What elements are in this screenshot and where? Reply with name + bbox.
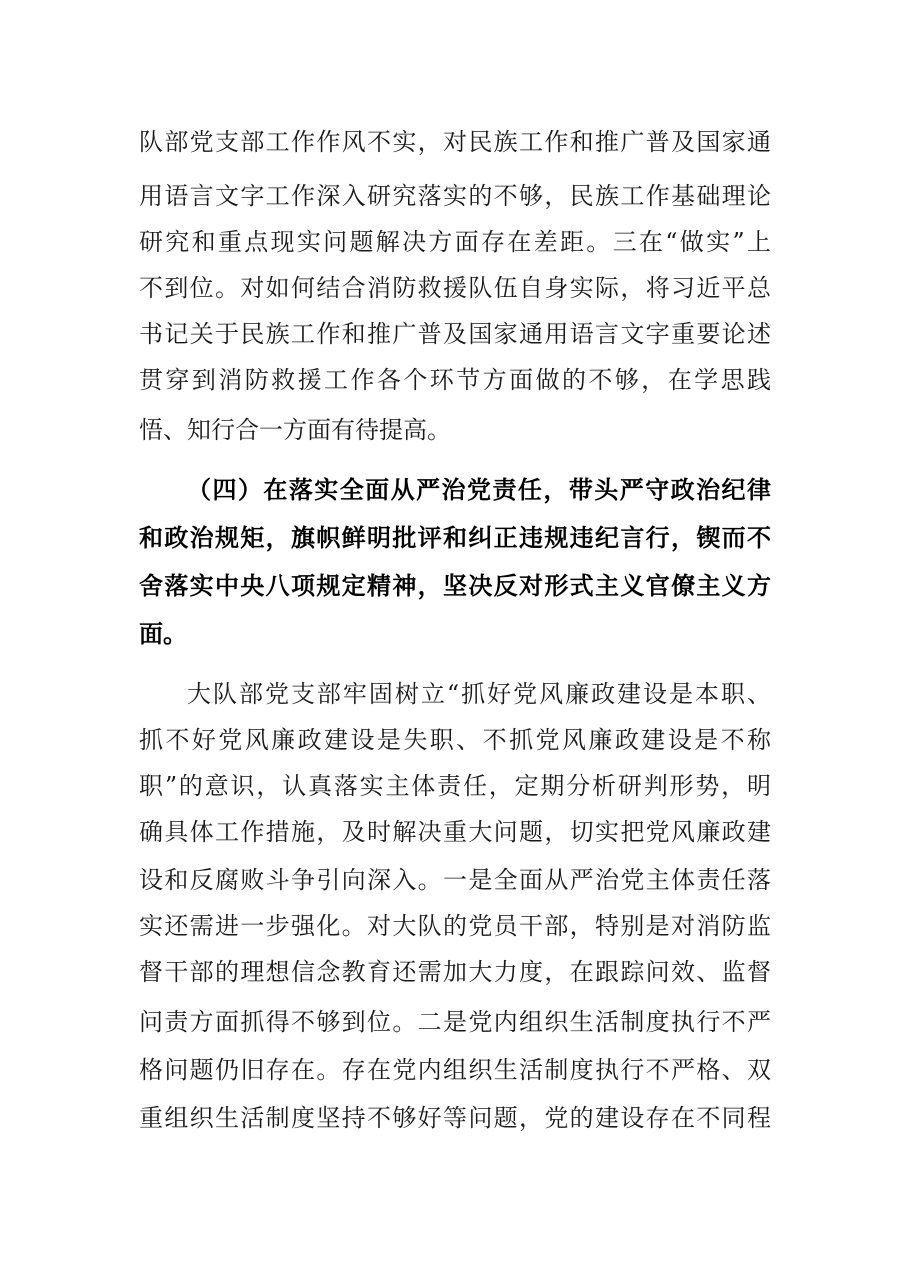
text-line: 问责方面抓得不够到位。二是党内组织生活制度执行不严 (139, 1008, 771, 1036)
text-line: 大队部党支部牢固树立“抓好党风廉政建设是本职、 (187, 680, 771, 708)
text-line: 不到位。对如何结合消防救援队伍自身实际，将习近平总 (139, 274, 771, 302)
text-line: 实还需进一步强化。对大队的党员干部，特别是对消防监 (139, 912, 771, 940)
text-line: 督干部的理想信念教育还需加大力度，在跟踪问效、监督 (139, 958, 771, 986)
heading-line: （四）在落实全面从严治党责任，带头严守政治纪律 (187, 475, 771, 504)
heading-line: 面。 (139, 619, 187, 648)
text-line: 格问题仍旧存在。存在党内组织生活制度执行不严格、双 (139, 1056, 771, 1084)
text-line: 设和反腐败斗争引向深入。一是全面从严治党主体责任落 (139, 866, 771, 894)
text-line: 研究和重点现实问题解决方面存在差距。三在“做实”上 (139, 228, 771, 256)
text-line: 贯穿到消防救援工作各个环节方面做的不够，在学思践 (139, 366, 771, 394)
heading-line: 舍落实中央八项规定精神，坚决反对形式主义官僚主义方 (139, 571, 771, 600)
text-line: 用语言文字工作深入研究落实的不够，民族工作基础理论 (139, 182, 771, 210)
text-line: 队部党支部工作作风不实，对民族工作和推广普及国家通 (139, 128, 771, 156)
text-line: 书记关于民族工作和推广普及国家通用语言文字重要论述 (139, 320, 771, 348)
text-line: 职”的意识，认真落实主体责任，定期分析研判形势，明 (139, 772, 771, 800)
text-line: 重组织生活制度坚持不够好等问题，党的建设存在不同程 (139, 1104, 771, 1132)
text-line: 抓不好党风廉政建设是失职、不抓党风廉政建设是不称 (139, 726, 771, 754)
text-line: 悟、知行合一方面有待提高。 (139, 416, 451, 444)
heading-line: 和政治规矩，旗帜鲜明批评和纠正违规违纪言行，锲而不 (139, 523, 771, 552)
text-line: 确具体工作措施，及时解决重大问题，切实把党风廉政建 (139, 818, 771, 846)
